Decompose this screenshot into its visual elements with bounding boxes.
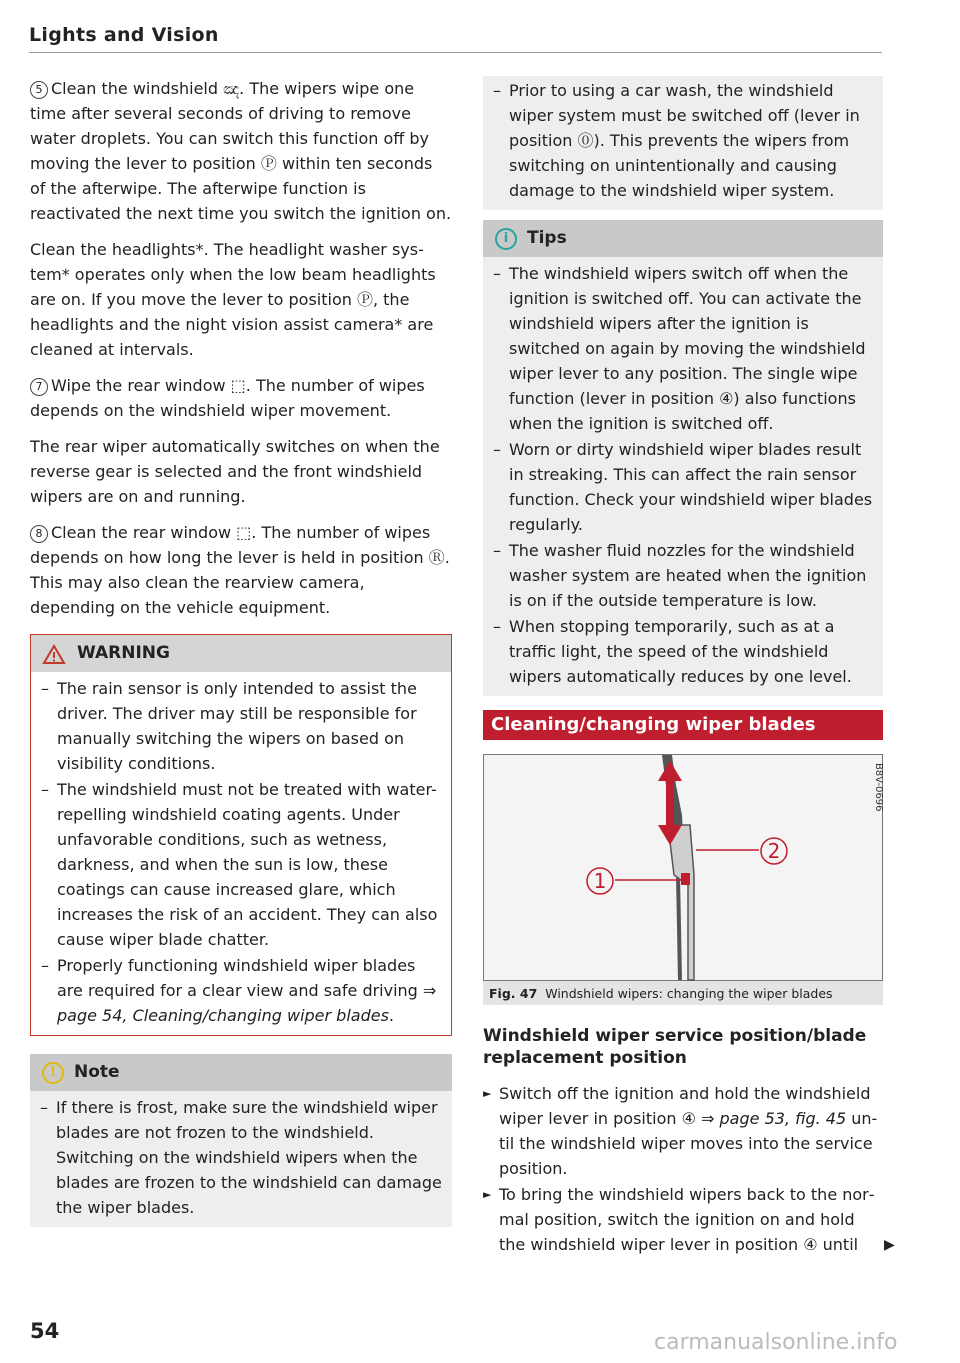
page-number: 54 — [30, 1319, 60, 1343]
paragraph-wipe-rear-window: 7 Wipe the rear window ⬚. The number of wipes depends on the windshield wiper movement. — [30, 376, 425, 420]
warning-triangle-icon — [43, 644, 65, 664]
note-exclamation-icon: ! — [42, 1062, 64, 1084]
figure-code: B8V-0696 — [873, 763, 884, 812]
page-reference-link[interactable]: ⇒ page 54, Cleaning/changing wiper blades — [57, 981, 437, 1025]
left-column — [30, 76, 452, 1237]
position-number: 5 — [30, 81, 48, 99]
continue-arrow-icon: ▶ — [884, 1237, 895, 1253]
callout-label-1: 1 — [593, 869, 607, 893]
warning-title: WARNING — [77, 643, 170, 663]
note-item: – If there is frost, make sure the windshield wiper blades are not frozen to the windshield. Switching on the windshield wipers when the blades are frozen to the windshield can damage the wiper blades. — [40, 1095, 442, 1220]
figure-caption: Fig. 47 Windshield wipers: changing the wiper blades — [483, 981, 883, 1005]
warning-item: – The rain sensor is only intended to assist the driver. The driver may still be responsible for manually switching the wipers on based on visibility conditions. — [41, 676, 441, 776]
note-header — [30, 1054, 452, 1091]
tip-item: – When stopping temporarily, such as at a traffic light, the speed of the windshield wipers automatically reduces by one level. — [493, 614, 873, 689]
tips-body — [483, 257, 883, 696]
subsection-heading: Windshield wiper service position/blade replacement position — [483, 1026, 867, 1068]
note-box — [30, 1054, 452, 1227]
section-title-bar: Cleaning/changing wiper blades — [483, 710, 883, 740]
right-column — [483, 76, 883, 1258]
warning-item: – Properly functioning windshield wiper blades are required for a clear view and safe driving ⇒ page 54, Cleaning/changing wiper blades. — [41, 953, 441, 1028]
instruction-steps — [483, 1081, 883, 1257]
tips-box — [483, 220, 883, 696]
info-icon: i — [495, 228, 517, 250]
double-arrow-shaft — [666, 777, 674, 831]
instruction-step: ► To bring the windshield wipers back to the normal position, switch the ignition on and hold the windshield wiper lever in position ④ until — [483, 1182, 883, 1257]
note-item: – Prior to using a car wash, the windshield wiper system must be switched off (lever in position ⓪). This prevents the wipers from switching on unintentionally and causing damage to the windshield wiper system. — [493, 78, 873, 203]
callout-label-2: 2 — [767, 839, 781, 863]
header-divider — [29, 52, 882, 53]
watermark: carmanualsonline.info — [654, 1330, 898, 1355]
wiper-blade-illustration — [484, 755, 882, 980]
warning-body — [31, 672, 451, 1035]
tip-item: – The washer fluid nozzles for the windshield washer system are heated when the ignition is on if the outside temperature is low. — [493, 538, 873, 613]
instruction-step: ► Switch off the ignition and hold the windshield wiper lever in position ④ ⇒ page 53, fig. 45 until the windshield wiper moves into the service position. — [483, 1081, 883, 1181]
position-number: 8 — [30, 525, 48, 543]
page-header-title: Lights and Vision — [29, 24, 219, 46]
position-number: 7 — [30, 378, 48, 396]
warning-box — [30, 634, 452, 1036]
paragraph-rear-wiper-auto: The rear wiper automatically switches on when the reverse gear is selected and the front windshield wipers are on and running. — [30, 437, 440, 506]
note-body — [30, 1091, 452, 1227]
figure-wiper-blade — [483, 754, 883, 981]
warning-item: – The windshield must not be treated with water-repelling windshield coating agents. Under unfavorable conditions, such as wetness, darkness, and when the sun is low, these coatings can cause increased glare, which increases the risk of an accident. They can also cause wiper blade chatter. — [41, 777, 441, 952]
tip-item: – Worn or dirty windshield wiper blades result in streaking. This can affect the rain sensor function. Check your windshield wiper blades regularly. — [493, 437, 873, 537]
page-reference-link[interactable]: ⇒ page 53, fig. 45 — [701, 1109, 847, 1128]
paragraph-clean-windshield: 5 Clean the windshield ඤ. The wipers wipe one time after several seconds of driving to remove water droplets. You can switch this function off by moving the lever to position Ⓟ within ten seconds of the afterwipe. The afterwipe function is reactivated the next time you switch the ignition on. — [30, 79, 452, 223]
figure-label: Fig. 47 — [489, 986, 538, 1001]
paragraph-clean-headlights: Clean the headlights*. The headlight washer system* operates only when the low beam headlights are on. If you move the lever to position Ⓟ, the headlights and the night vision assist camera* are cleaned at intervals. — [30, 240, 436, 359]
warning-header — [31, 635, 451, 672]
continued-note-box — [483, 76, 883, 210]
note-title: Note — [74, 1062, 120, 1082]
tip-item: – The windshield wipers switch off when the ignition is switched off. You can activate the windshield wipers after the ignition is switched on again by moving the windshield wiper lever to any position. The single wipe function (lever in position ④) also functions when the ignition is switched off. — [493, 261, 873, 436]
tips-header — [483, 220, 883, 257]
paragraph-clean-rear-window: 8 Clean the rear window ⬚. The number of wipes depends on how long the lever is held in position Ⓡ. This may also clean the rearview camera, depending on the vehicle equipment. — [30, 523, 450, 617]
tips-title: Tips — [527, 228, 567, 248]
release-tab — [681, 873, 690, 885]
